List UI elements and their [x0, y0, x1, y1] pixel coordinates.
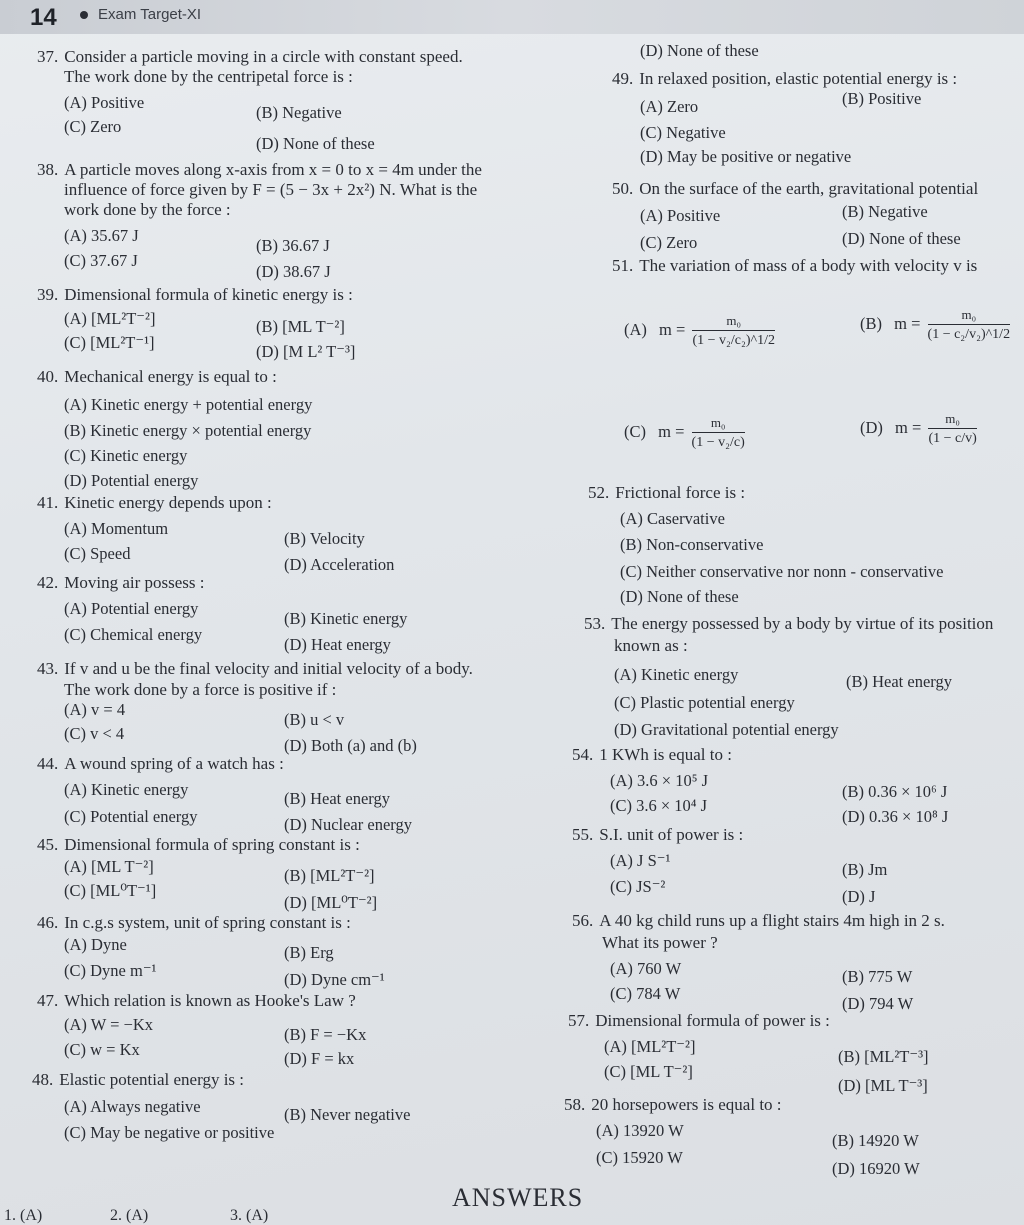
- question-48: 48. Elastic potential energy is :: [32, 1070, 245, 1089]
- question-51: 51. The variation of mass of a body with velocity v is: [612, 256, 978, 275]
- q50-option-c: (C) Zero: [640, 233, 698, 252]
- question-53-line2: known as :: [614, 636, 688, 655]
- q39-option-a: (A) [ML²T⁻²]: [64, 309, 156, 328]
- q40-option-a: (A) Kinetic energy + potential energy: [64, 395, 313, 414]
- q41-option-a: (A) Momentum: [64, 519, 169, 538]
- q46-option-a: (A) Dyne: [64, 935, 127, 954]
- q46-option-d: (D) Dyne cm⁻¹: [284, 970, 385, 989]
- header-title: Exam Target-XI: [98, 6, 202, 23]
- q48-option-c: (C) May be negative or positive: [64, 1123, 275, 1142]
- question-42: 42. Moving air possess :: [37, 573, 205, 592]
- q58-option-a: (A) 13920 W: [596, 1121, 684, 1140]
- q43-option-c: (C) v < 4: [64, 724, 125, 743]
- question-38: 38. A particle moves along x-axis from x = 0 to x = 4m under the: [37, 160, 482, 179]
- q55-option-d: (D) J: [842, 887, 876, 906]
- q56-option-a: (A) 760 W: [610, 959, 682, 978]
- q46-option-b: (B) Erg: [284, 943, 334, 962]
- q57-option-a: (A) [ML²T⁻²]: [604, 1037, 696, 1056]
- q57-option-c: (C) [ML T⁻²]: [604, 1062, 693, 1081]
- q45-option-c: (C) [ML⁰T⁻¹]: [64, 881, 157, 900]
- q57-option-b: (B) [ML²T⁻³]: [838, 1047, 929, 1066]
- question-44: 44. A wound spring of a watch has :: [37, 754, 284, 773]
- q44-option-b: (B) Heat energy: [284, 789, 390, 808]
- answers-heading: ANSWERS: [452, 1183, 584, 1212]
- q54-option-b: (B) 0.36 × 10⁶ J: [842, 782, 948, 801]
- answer-item: 3. (A): [230, 1207, 269, 1224]
- q54-option-d: (D) 0.36 × 10⁸ J: [842, 807, 949, 826]
- page-header: [0, 0, 1024, 34]
- q52-option-a: (A) Caservative: [620, 509, 725, 528]
- bullet-icon: [80, 11, 88, 19]
- q37-option-c: (C) Zero: [64, 117, 122, 136]
- q47-option-d: (D) F = kx: [284, 1049, 355, 1068]
- q56-option-c: (C) 784 W: [610, 984, 681, 1003]
- q38-option-d: (D) 38.67 J: [256, 262, 331, 281]
- answer-item: 2. (A): [110, 1207, 149, 1224]
- question-46: 46. In c.g.s system, unit of spring constant is :: [37, 913, 351, 932]
- q42-option-a: (A) Potential energy: [64, 599, 199, 618]
- q53-option-b: (B) Heat energy: [846, 672, 952, 691]
- q40-option-d: (D) Potential energy: [64, 471, 199, 490]
- q54-option-c: (C) 3.6 × 10⁴ J: [610, 796, 708, 815]
- question-41: 41. Kinetic energy depends upon :: [37, 493, 272, 512]
- q51-option-d: (D) m = $\frac{\text{m₀}}{(1 - c/v)}$: [860, 411, 977, 446]
- q40-option-c: (C) Kinetic energy: [64, 446, 188, 465]
- q37-option-d-right: (D) None of these: [640, 41, 759, 60]
- question-38-line3: work done by the force :: [64, 200, 231, 219]
- question-37: 37. Consider a particle moving in a circle with constant speed.: [37, 47, 463, 66]
- q54-option-a: (A) 3.6 × 10⁵ J: [610, 771, 709, 790]
- question-53: 53. The energy possessed by a body by virtue of its position: [584, 614, 994, 633]
- q38-option-c: (C) 37.67 J: [64, 251, 138, 270]
- q49-option-b: (B) Positive: [842, 89, 922, 108]
- q52-option-b: (B) Non-conservative: [620, 535, 764, 554]
- q44-option-c: (C) Potential energy: [64, 807, 198, 826]
- q44-option-d: (D) Nuclear energy: [284, 815, 412, 834]
- q45-option-a: (A) [ML T⁻²]: [64, 857, 154, 876]
- q42-option-b: (B) Kinetic energy: [284, 609, 408, 628]
- question-58: 58. 20 horsepowers is equal to :: [564, 1095, 782, 1114]
- q55-option-c: (C) JS⁻²: [610, 877, 666, 896]
- answer-item: 1. (A): [4, 1207, 43, 1224]
- q45-option-b: (B) [ML²T⁻²]: [284, 866, 375, 885]
- question-47: 47. Which relation is known as Hooke's Law ?: [37, 991, 356, 1010]
- q39-option-d: (D) [M L² T⁻³]: [256, 342, 356, 361]
- q43-option-a: (A) v = 4: [64, 700, 126, 719]
- page-number: 14: [30, 4, 57, 31]
- q42-option-d: (D) Heat energy: [284, 635, 391, 654]
- q48-option-b: (B) Never negative: [284, 1105, 411, 1124]
- question-57: 57. Dimensional formula of power is :: [568, 1011, 830, 1030]
- q37-option-d: (D) None of these: [256, 134, 375, 153]
- question-45: 45. Dimensional formula of spring constant is :: [37, 835, 360, 854]
- question-54: 54. 1 KWh is equal to :: [572, 745, 732, 764]
- q55-option-a: (A) J S⁻¹: [610, 851, 671, 870]
- q56-option-b: (B) 775 W: [842, 967, 913, 986]
- q49-option-a: (A) Zero: [640, 97, 699, 116]
- question-39: 39. Dimensional formula of kinetic energy is :: [37, 285, 353, 304]
- question-37-line2: The work done by the centripetal force is :: [64, 67, 353, 86]
- question-40: 40. Mechanical energy is equal to :: [37, 367, 277, 386]
- q45-option-d: (D) [ML⁰T⁻²]: [284, 893, 378, 912]
- q41-option-c: (C) Speed: [64, 544, 131, 563]
- q51-option-b: (B) m = $\frac{\text{m₀}}{\text{(1 − c₂/v₂)\textasciicircum{}1/2}}$: [860, 307, 1011, 342]
- q58-option-d: (D) 16920 W: [832, 1159, 920, 1178]
- q41-option-d: (D) Acceleration: [284, 555, 395, 574]
- question-55: 55. S.I. unit of power is :: [572, 825, 744, 844]
- q39-option-c: (C) [ML²T⁻¹]: [64, 333, 155, 352]
- q52-option-c: (C) Neither conservative nor nonn - conservative: [620, 562, 944, 581]
- q47-option-b: (B) F = −Kx: [284, 1025, 367, 1044]
- q47-option-c: (C) w = Kx: [64, 1040, 140, 1059]
- q39-option-b: (B) [ML T⁻²]: [256, 317, 345, 336]
- question-43-line2: The work done by a force is positive if :: [64, 680, 337, 699]
- q43-option-d: (D) Both (a) and (b): [284, 736, 417, 755]
- q47-option-a: (A) W = −Kx: [64, 1015, 154, 1034]
- q48-option-a: (A) Always negative: [64, 1097, 201, 1116]
- q58-option-c: (C) 15920 W: [596, 1148, 683, 1167]
- q37-option-b: (B) Negative: [256, 103, 342, 122]
- q46-option-c: (C) Dyne m⁻¹: [64, 961, 157, 980]
- q50-option-b: (B) Negative: [842, 202, 928, 221]
- q53-option-c: (C) Plastic potential energy: [614, 693, 795, 712]
- q51-d-fraction: $\frac{\text{m₀}}{(1 - c/v)}$: [928, 411, 977, 446]
- q42-option-c: (C) Chemical energy: [64, 625, 203, 644]
- q38-option-b: (B) 36.67 J: [256, 236, 330, 255]
- q51-option-a: (A) m = $\frac{\text{m₀}}{\text{(1 − v₂/c₂)\textasciicircum{}1/2}}$: [624, 313, 775, 348]
- question-56-line2: What its power ?: [602, 933, 718, 952]
- question-50: 50. On the surface of the earth, gravitational potential: [612, 179, 979, 198]
- question-52: 52. Frictional force is :: [588, 483, 746, 502]
- q51-option-c: (C) m = $\frac{\text{m₀}}{\text{(1 − v₂/c)}}$: [624, 415, 745, 450]
- q53-option-d: (D) Gravitational potential energy: [614, 720, 839, 739]
- question-43: 43. If v and u be the final velocity and initial velocity of a body.: [37, 659, 473, 678]
- q52-option-d: (D) None of these: [620, 587, 739, 606]
- q51-c-fraction: $\frac{\text{m₀}}{\text{(1 − v₂/c)}}$: [691, 415, 745, 450]
- q57-option-d: (D) [ML T⁻³]: [838, 1076, 928, 1095]
- q41-option-b: (B) Velocity: [284, 529, 365, 548]
- q43-option-b: (B) u < v: [284, 710, 345, 729]
- q44-option-a: (A) Kinetic energy: [64, 780, 189, 799]
- question-49: 49. In relaxed position, elastic potential energy is :: [612, 69, 958, 88]
- question-38-line2: influence of force given by F = (5 − 3x + 2x²) N. What is the: [64, 180, 478, 199]
- q49-option-d: (D) May be positive or negative: [640, 147, 852, 166]
- q37-option-a: (A) Positive: [64, 93, 145, 112]
- q40-option-b: (B) Kinetic energy × potential energy: [64, 421, 312, 440]
- q58-option-b: (B) 14920 W: [832, 1131, 919, 1150]
- q55-option-b: (B) Jm: [842, 860, 888, 879]
- q50-option-d: (D) None of these: [842, 229, 961, 248]
- q53-option-a: (A) Kinetic energy: [614, 665, 739, 684]
- q51-b-fraction: $\frac{\text{m₀}}{\text{(1 − c₂/v₂)\textasciicircum{}1/2}}$: [927, 307, 1011, 342]
- q49-option-c: (C) Negative: [640, 123, 726, 142]
- question-56: 56. A 40 kg child runs up a flight stairs 4m high in 2 s.: [572, 911, 945, 930]
- q56-option-d: (D) 794 W: [842, 994, 914, 1013]
- q38-option-a: (A) 35.67 J: [64, 226, 139, 245]
- q51-a-fraction: $\frac{\text{m₀}}{\text{(1 − v₂/c₂)\textasciicircum{}1/2}}$: [692, 313, 775, 348]
- q50-option-a: (A) Positive: [640, 206, 721, 225]
